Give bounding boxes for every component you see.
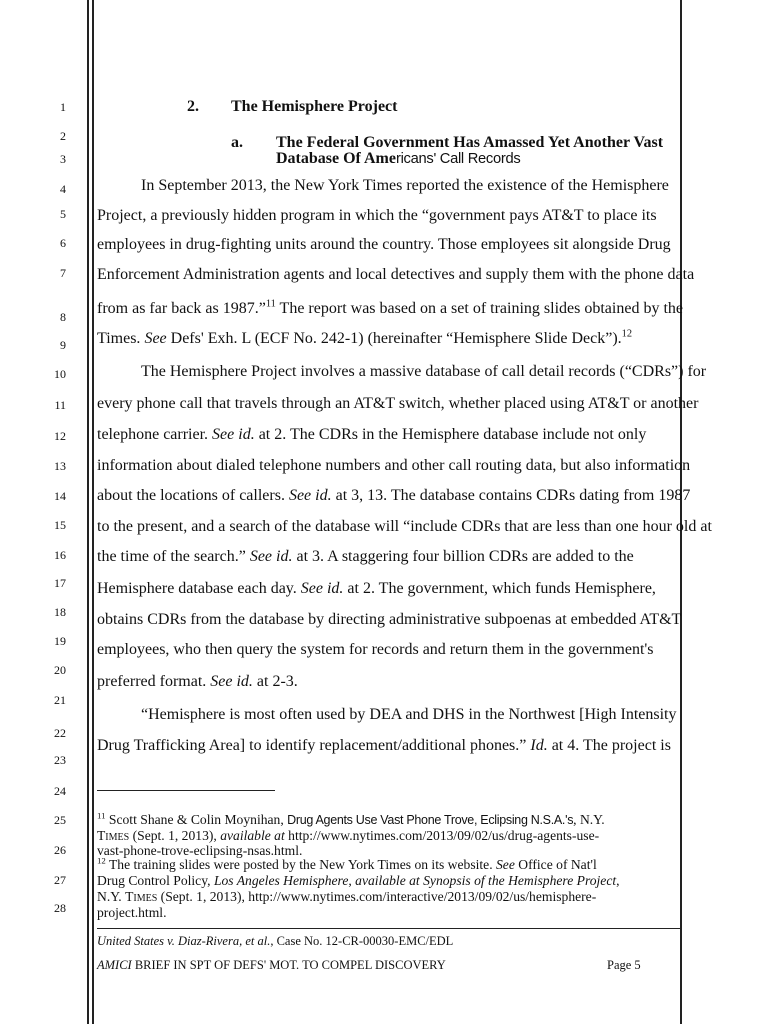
text-run: obtains CDRs from the database by directing administrative subpoenas at embedded AT&T	[97, 611, 682, 628]
body-line	[97, 737, 671, 755]
left-margin-line-outer	[87, 0, 89, 1024]
text-run: (Sept. 1, 2013), http://www.nytimes.com/interactive/2013/09/02/us/hemisphere-	[157, 889, 597, 904]
text-run: Defs' Exh. L (ECF No. 242-1) (hereinafter “Hemisphere Slide Deck”).	[166, 330, 622, 347]
text-run: Los Angeles Hemisphere	[213, 873, 349, 888]
text-run: See id.	[210, 673, 253, 690]
footnote-line	[97, 905, 166, 920]
text-run: See	[496, 857, 515, 872]
footnote-separator	[97, 790, 275, 791]
line-number: 16	[54, 548, 66, 562]
section-heading	[187, 98, 398, 116]
text-run: vast-phone-trove-eclipsing-nsas.html.	[97, 843, 303, 858]
footnote-line	[97, 843, 302, 858]
line-number: 27	[54, 873, 66, 887]
text-run: at 2-3.	[252, 673, 298, 690]
right-margin-line	[680, 0, 682, 1024]
line-number: 24	[54, 784, 66, 798]
text-run: Times.	[97, 330, 145, 347]
text-run: In September 2013, the New York Times reported the existence of the Hemisphere	[141, 177, 669, 194]
text-run: Times	[125, 889, 158, 904]
line-number: 7	[60, 266, 66, 280]
text-run: See id.	[212, 426, 255, 443]
subsection-letter: a.	[231, 134, 243, 151]
text-run: Drug Trafficking Area] to identify replacement/additional phones.”	[97, 737, 531, 754]
text-run: telephone carrier.	[97, 426, 213, 443]
line-number: 19	[54, 634, 66, 648]
brief-title: BRIEF IN SPT OF DEFS' MOT. TO COMPEL DISCOVERY	[131, 958, 446, 972]
text-run: N.Y.	[97, 889, 126, 904]
footnote-line	[97, 889, 596, 904]
subsection-title-line1: The Federal Government Has Amassed Yet Another Vast	[276, 134, 664, 151]
body-line	[97, 395, 698, 413]
line-number: 20	[54, 663, 66, 677]
line-number: 12	[54, 429, 66, 443]
text-run: at 2. The government, which funds Hemisphere,	[343, 580, 656, 597]
footnote-line	[97, 873, 620, 888]
case-number: , Case No. 12-CR-00030-EMC/EDL	[270, 934, 454, 948]
line-number: 9	[60, 338, 66, 352]
text-run: The training slides were posted by the New York Times on its website.	[105, 857, 496, 872]
footnote-line	[97, 812, 605, 828]
subsection-title-line2	[276, 150, 520, 168]
line-number: 11	[54, 398, 66, 412]
text-run: available at	[220, 828, 285, 843]
body-line	[97, 580, 656, 598]
footnote-ref: 11	[265, 298, 276, 310]
body-line	[97, 673, 298, 691]
text-run: (Sept. 1, 2013),	[129, 828, 221, 843]
text-run: at 4. The project is	[547, 737, 671, 754]
text-run: about the locations of callers.	[97, 487, 289, 504]
text-run: information about dialed telephone numbers and other call routing data, but also information	[97, 457, 691, 474]
body-line	[97, 330, 632, 348]
line-number: 6	[60, 236, 66, 250]
line-number: 4	[60, 182, 66, 196]
body-line	[97, 236, 671, 254]
case-caption: United States v. Diaz-Rivera, et al.	[97, 934, 271, 948]
footnote-line	[97, 857, 597, 872]
footnote-ref: 12	[97, 855, 106, 866]
text-run: every phone call that travels through an AT&T switch, whether placed using AT&T or another	[97, 395, 699, 412]
text-run: Id.	[530, 737, 548, 754]
text-run: the time of the search.”	[97, 548, 250, 565]
line-number: 5	[60, 207, 66, 221]
text-run: , N.Y.	[573, 812, 605, 827]
line-number: 28	[54, 901, 66, 915]
line-number: 1	[60, 100, 66, 114]
line-number: 17	[54, 576, 66, 590]
footnote-ref: 12	[621, 328, 633, 340]
text-run: ,	[616, 873, 620, 888]
footnote-ref: 11	[97, 810, 106, 821]
line-number: 3	[60, 152, 66, 166]
body-line	[141, 177, 669, 195]
text-run: Enforcement Administration agents and local detectives and supply them with the phone data	[97, 266, 695, 283]
left-margin-line-inner	[92, 0, 94, 1024]
section-number: 2.	[187, 98, 199, 115]
text-run: ,	[348, 873, 356, 888]
body-line	[97, 518, 712, 536]
text-run: The Hemisphere Project involves a massive database of call detail records (“CDRs”) for	[141, 363, 707, 380]
line-number: 26	[54, 843, 66, 857]
body-line	[141, 706, 676, 724]
line-number: 21	[54, 693, 66, 707]
body-line	[97, 300, 683, 318]
text-run: at 3, 13. The database contains CDRs dating from 1987	[331, 487, 691, 504]
text-run: Drug Agents Use Vast Phone Trove, Eclipsing N.S.A.'s	[287, 813, 574, 827]
text-run: Hemisphere database each day.	[97, 580, 301, 597]
section-title: The Hemisphere Project	[231, 98, 398, 115]
text-run: preferred format.	[97, 673, 211, 690]
brief-amici: AMICI	[97, 958, 132, 972]
body-line	[97, 207, 657, 225]
text-run: See	[144, 330, 167, 347]
text-run: See id.	[249, 548, 293, 565]
line-number: 25	[54, 813, 66, 827]
body-line	[97, 266, 694, 284]
line-number: 23	[54, 753, 66, 767]
text-run: Times	[97, 828, 130, 843]
text-run: Scott Shane & Colin Moynihan,	[105, 812, 288, 827]
footnote-line	[97, 828, 599, 843]
text-run: Drug Control Policy,	[97, 873, 214, 888]
line-number: 2	[60, 129, 66, 143]
text-run: to the present, and a search of the database will “include CDRs that are less than one hour old at	[97, 518, 712, 535]
body-line	[97, 457, 690, 475]
footer-brief	[97, 958, 446, 973]
text-run: at 2. The CDRs in the Hemisphere database include not only	[254, 426, 647, 443]
body-line	[97, 426, 646, 444]
text-run: project.html.	[97, 905, 167, 920]
line-number: 22	[54, 726, 66, 740]
body-line	[97, 611, 681, 629]
body-line	[141, 363, 706, 381]
text-run: See id.	[288, 487, 332, 504]
line-number: 13	[54, 459, 66, 473]
line-number: 18	[54, 605, 66, 619]
line-number: 10	[54, 367, 66, 381]
line-number: 8	[60, 310, 66, 324]
text-run: Project, a previously hidden program in which the “government pays AT&T to place its	[97, 207, 657, 224]
subsection-heading	[231, 134, 664, 152]
body-line	[97, 641, 654, 659]
footer-case	[97, 934, 453, 949]
line-number: 15	[54, 518, 66, 532]
body-line	[97, 548, 634, 566]
text-run: at 3. A staggering four billion CDRs are added to the	[292, 548, 634, 565]
text-run: available at Synopsis of the Hemisphere Project	[355, 873, 617, 888]
line-number: 14	[54, 489, 66, 503]
text-run: “Hemisphere is most often used by DEA and DHS in the Northwest [High Intensity	[141, 706, 677, 723]
subsection-title-bold: Database Of Ame	[276, 150, 396, 167]
subsection-title-rest: ricans' Call Records	[395, 151, 521, 167]
text-run: from as far back as 1987.”	[97, 300, 266, 317]
text-run: employees, who then query the system for records and return them in the government's	[97, 641, 654, 658]
text-run: The report was based on a set of training slides obtained by the	[275, 300, 683, 317]
footer-rule	[97, 928, 680, 929]
page-number: Page 5	[607, 958, 641, 972]
text-run: employees in drug-fighting units around the country. Those employees sit alongside Drug	[97, 236, 671, 253]
body-line	[97, 487, 690, 505]
text-run: http://www.nytimes.com/2013/09/02/us/drug-agents-use-	[284, 828, 600, 843]
text-run: See id.	[300, 580, 344, 597]
text-run: Office of Nat'l	[514, 857, 597, 872]
